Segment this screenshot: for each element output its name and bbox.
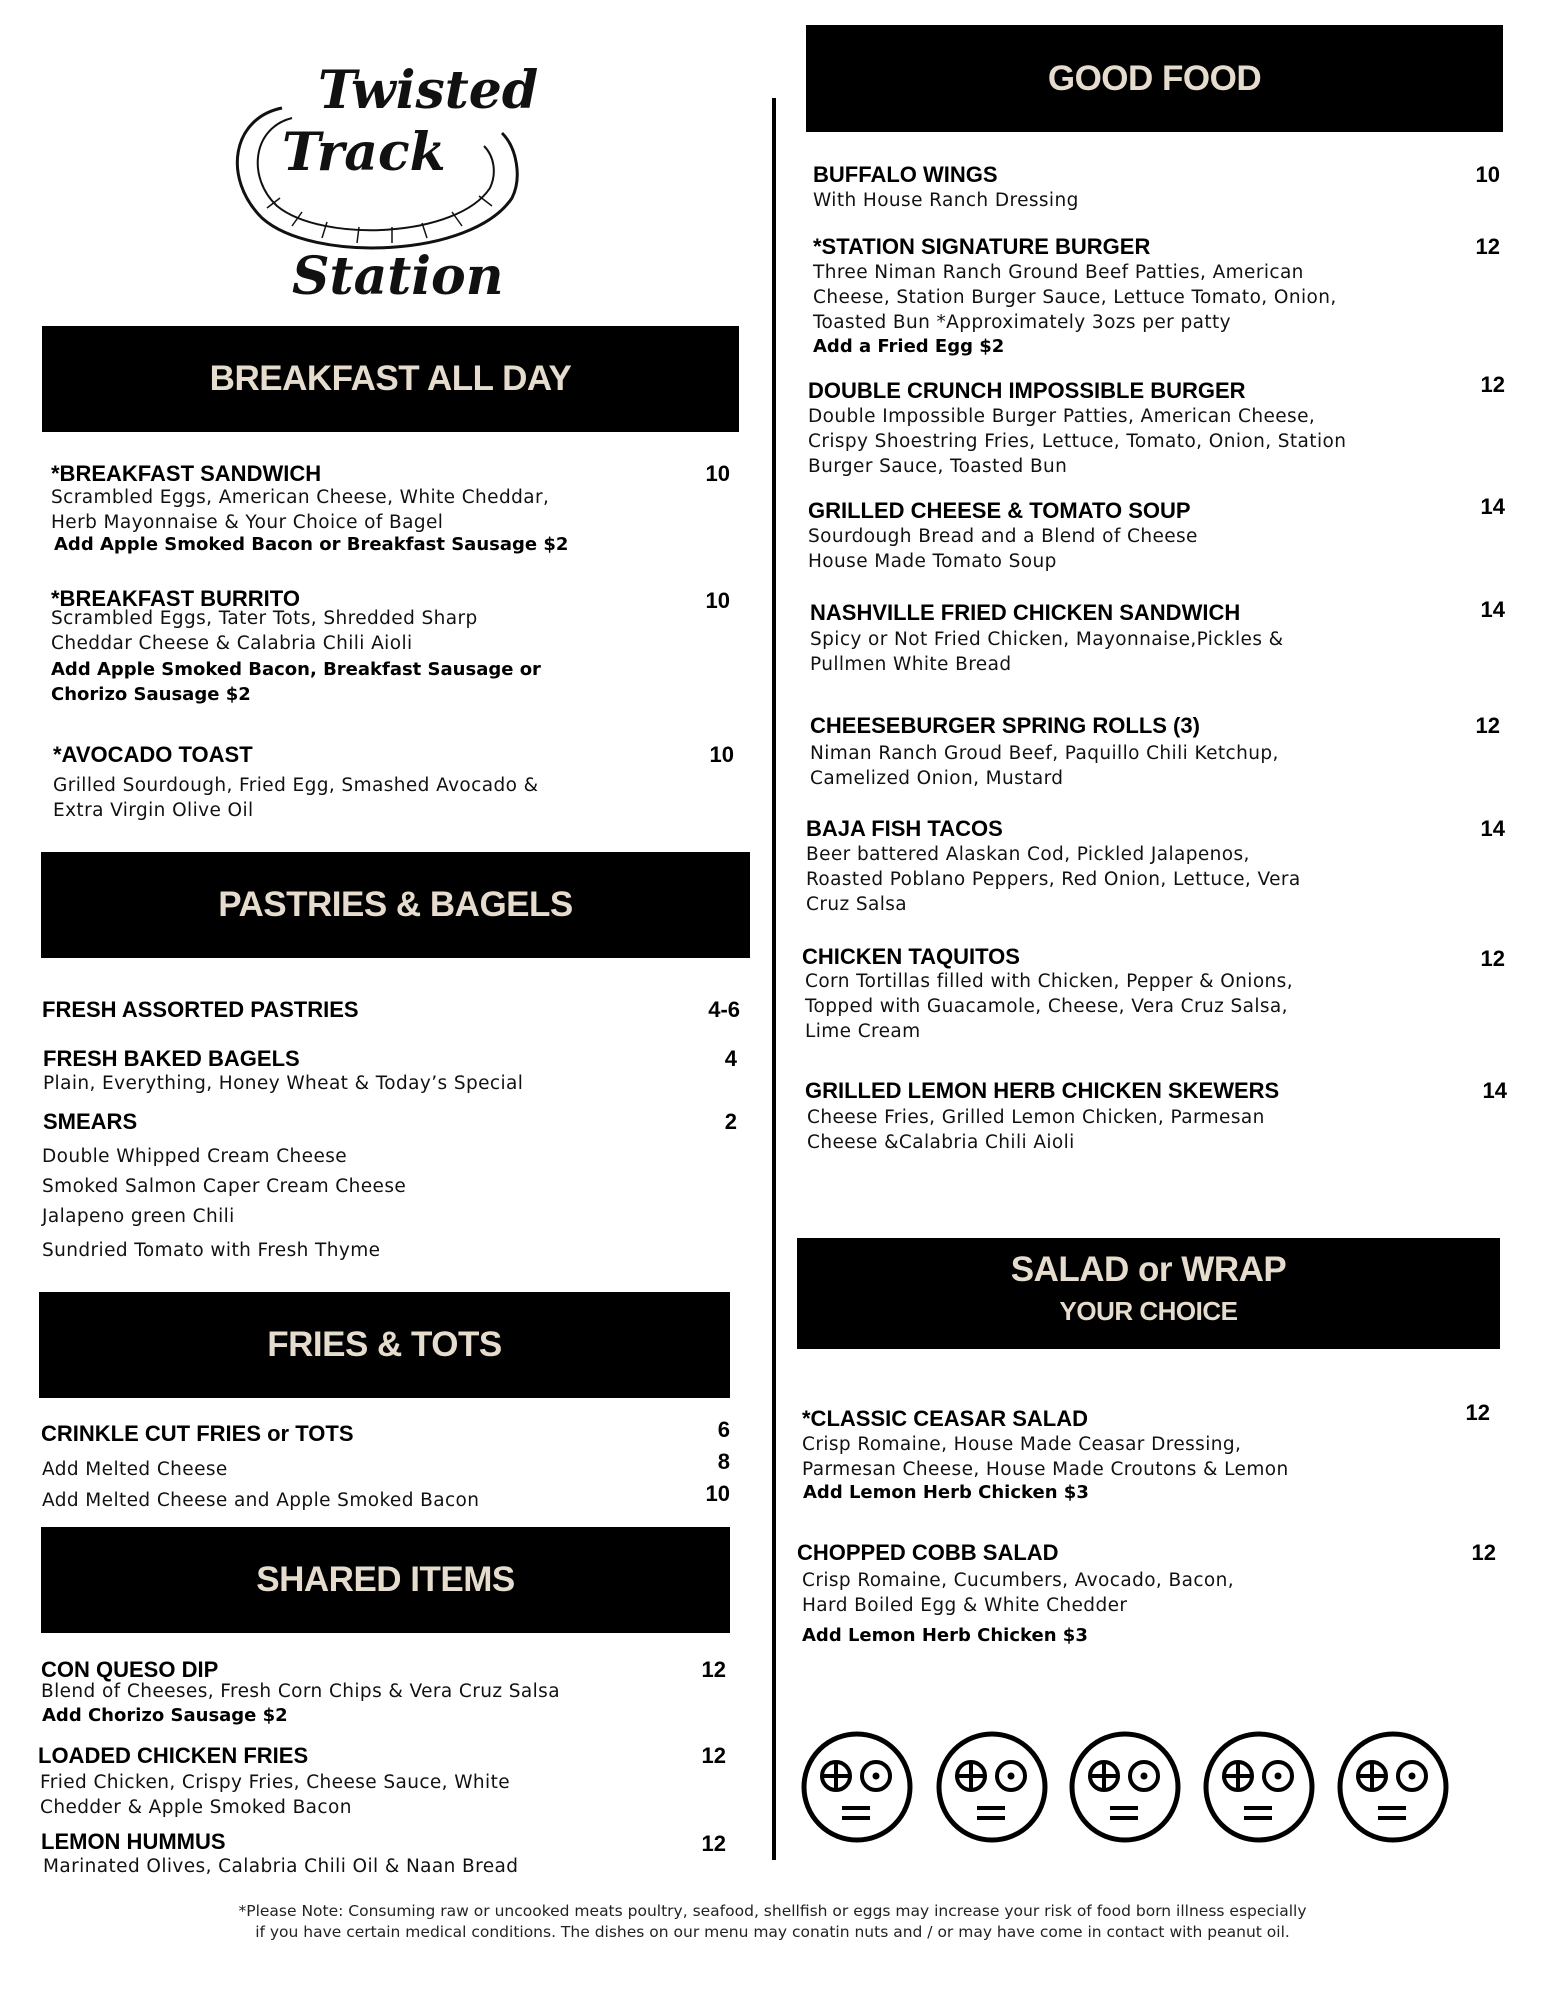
dietary-badge-icon <box>935 1730 1049 1844</box>
salad-subtitle: YOUR CHOICE <box>1059 1296 1238 1326</box>
item-price: 14 <box>1480 494 1505 519</box>
desc-line: Beer battered Alaskan Cod, Pickled Jalapenos, <box>806 844 1250 865</box>
item-desc <box>805 969 1293 1044</box>
note-line: if you have certain medical conditions. The dishes on our menu may conatin nuts and / or may have come in contact with peanut oil. <box>255 1923 1290 1941</box>
desc-line: Cruz Salsa <box>806 894 908 915</box>
note-line: *Please Note: Consuming raw or uncooked meats poultry, seafood, shellfish or eggs may increase your risk of food born illness especially <box>238 1902 1307 1920</box>
item-desc <box>53 773 538 823</box>
item-name: FRESH BAKED BAGELS <box>43 1046 300 1071</box>
smear-options <box>42 1142 406 1266</box>
goodfood-title: GOOD FOOD <box>1047 59 1262 98</box>
item-desc: Marinated Olives, Calabria Chili Oil & Naan Bread <box>43 1856 519 1877</box>
item-name: *CLASSIC CEASAR SALAD <box>802 1406 1089 1431</box>
fries-option: Add Melted Cheese and Apple Smoked Bacon <box>42 1490 480 1511</box>
item-name: DOUBLE CRUNCH IMPOSSIBLE BURGER <box>808 378 1246 403</box>
item-price: 8 <box>717 1449 730 1474</box>
desc-line: Chedder & Apple Smoked Bacon <box>40 1797 352 1818</box>
addon-line: Chorizo Sausage $2 <box>51 684 251 705</box>
goodfood-banner <box>806 25 1503 132</box>
item-desc <box>51 485 549 535</box>
item-name: SMEARS <box>43 1109 138 1134</box>
item-price: 10 <box>705 588 730 613</box>
item-addon: Add Chorizo Sausage $2 <box>42 1705 288 1726</box>
desc-line: Herb Mayonnaise & Your Choice of Bagel <box>51 512 444 533</box>
desc-line: Fried Chicken, Crispy Fries, Cheese Sauce, White <box>40 1772 511 1793</box>
item-price: 12 <box>701 1743 726 1768</box>
desc-line: Parmesan Cheese, House Made Croutons & Lemon <box>802 1459 1289 1480</box>
item-desc <box>808 524 1198 574</box>
fries-options <box>42 1454 479 1516</box>
smear-option: Double Whipped Cream Cheese <box>42 1146 348 1167</box>
item-name: GRILLED CHEESE & TOMATO SOUP <box>808 498 1191 523</box>
item-price: 14 <box>1480 597 1505 622</box>
item-name: FRESH ASSORTED PASTRIES <box>42 997 359 1022</box>
smear-option: Sundried Tomato with Fresh Thyme <box>42 1240 381 1261</box>
item-name: BUFFALO WINGS <box>813 162 998 187</box>
fries-prices <box>690 1414 730 1510</box>
logo-line2: Track <box>282 122 446 183</box>
item-price: 2 <box>724 1109 737 1134</box>
item-desc <box>808 404 1346 479</box>
desc-line: Grilled Sourdough, Fried Egg, Smashed Avocado & <box>53 775 539 796</box>
desc-line: Cheddar Cheese & Calabria Chili Aioli <box>51 633 413 654</box>
breakfast-title: BREAKFAST ALL DAY <box>209 359 572 398</box>
smear-option: Jalapeno green Chili <box>42 1206 235 1227</box>
item-price: 12 <box>1480 946 1505 971</box>
desc-line: Crisp Romaine, Cucumbers, Avocado, Bacon, <box>802 1570 1235 1591</box>
item-price: 12 <box>1480 372 1505 397</box>
item-desc <box>813 260 1337 335</box>
item-desc <box>810 741 1279 791</box>
item-name: *BREAKFAST SANDWICH <box>51 461 322 486</box>
item-name: NASHVILLE FRIED CHICKEN SANDWICH <box>810 600 1241 625</box>
logo-line3: Station <box>292 246 504 307</box>
item-name: CHICKEN TAQUITOS <box>802 944 1020 969</box>
item-desc <box>813 188 1079 213</box>
pastries-title: PASTRIES & BAGELS <box>218 885 573 924</box>
desc-line: Pullmen White Bread <box>810 654 1012 675</box>
addon-line: Add Apple Smoked Bacon, Breakfast Sausage or <box>51 659 541 680</box>
item-name: *BREAKFAST BURRITO <box>51 586 300 611</box>
salad-banner <box>797 1238 1500 1349</box>
item-addon <box>51 657 541 707</box>
item-desc <box>810 627 1283 677</box>
column-divider <box>772 98 776 1860</box>
item-price: 12 <box>1471 1540 1496 1565</box>
shared-title: SHARED ITEMS <box>256 1560 515 1599</box>
desc-line: Burger Sauce, Toasted Bun <box>808 456 1068 477</box>
desc-line: Scrambled Eggs, American Cheese, White Cheddar, <box>51 487 550 508</box>
breakfast-banner <box>42 326 739 432</box>
item-price: 12 <box>701 1657 726 1682</box>
shared-banner <box>41 1527 730 1633</box>
dietary-badge-icon <box>1068 1730 1182 1844</box>
item-addon: Add a Fried Egg $2 <box>813 336 1005 357</box>
item-price: 14 <box>1480 816 1505 841</box>
smear-option: Smoked Salmon Caper Cream Cheese <box>42 1176 407 1197</box>
item-desc <box>51 606 478 656</box>
dietary-badge-icon <box>1336 1730 1450 1844</box>
fries-banner <box>39 1292 730 1398</box>
allergy-note <box>140 1901 1405 1943</box>
item-desc: Plain, Everything, Honey Wheat & Today’s Special <box>43 1073 524 1094</box>
item-name: LEMON HUMMUS <box>41 1829 226 1854</box>
desc-line: Cheese, Station Burger Sauce, Lettuce Tomato, Onion, <box>813 287 1337 308</box>
item-price: 6 <box>717 1417 730 1442</box>
desc-line: Topped with Guacamole, Cheese, Vera Cruz Salsa, <box>805 996 1288 1017</box>
item-name: *AVOCADO TOAST <box>53 742 253 767</box>
desc-line: Sourdough Bread and a Blend of Cheese <box>808 526 1198 547</box>
desc-line: Extra Virgin Olive Oil <box>53 800 254 821</box>
item-desc <box>807 1105 1265 1155</box>
item-desc: Blend of Cheeses, Fresh Corn Chips & Vera Cruz Salsa <box>41 1681 560 1702</box>
item-name: BAJA FISH TACOS <box>806 816 1003 841</box>
desc-line: Spicy or Not Fried Chicken, Mayonnaise,Pickles & <box>810 629 1284 650</box>
salad-title: SALAD or WRAP <box>1010 1250 1287 1289</box>
dietary-badge-icon <box>1202 1730 1316 1844</box>
desc-line: Crispy Shoestring Fries, Lettuce, Tomato, Onion, Station <box>808 431 1347 452</box>
desc-line: Double Impossible Burger Patties, American Cheese, <box>808 406 1316 427</box>
logo-line1: Twisted <box>318 60 539 121</box>
desc-line: Cheese Fries, Grilled Lemon Chicken, Parmesan <box>807 1107 1265 1128</box>
item-price: 14 <box>1482 1078 1507 1103</box>
item-name: *STATION SIGNATURE BURGER <box>813 234 1151 259</box>
desc-line: Niman Ranch Groud Beef, Paquillo Chili Ketchup, <box>810 743 1279 764</box>
desc-line: Camelized Onion, Mustard <box>810 768 1064 789</box>
desc-line: Crisp Romaine, House Made Ceasar Dressing, <box>802 1434 1242 1455</box>
fries-title: FRIES & TOTS <box>267 1325 502 1364</box>
desc-line: Toasted Bun *Approximately 3ozs per patty <box>813 312 1231 333</box>
item-price: 12 <box>1475 713 1500 738</box>
item-price: 10 <box>709 742 734 767</box>
item-name: CHOPPED COBB SALAD <box>797 1540 1059 1565</box>
item-price: 12 <box>701 1831 726 1856</box>
item-name: GRILLED LEMON HERB CHICKEN SKEWERS <box>805 1078 1280 1103</box>
desc-line: Hard Boiled Egg & White Chedder <box>802 1595 1128 1616</box>
desc-line: With House Ranch Dressing <box>813 190 1079 211</box>
item-name: CRINKLE CUT FRIES or TOTS <box>41 1421 354 1446</box>
item-price: 4-6 <box>708 997 740 1022</box>
item-desc <box>40 1770 510 1820</box>
item-price: 12 <box>1475 234 1500 259</box>
item-name: CHEESEBURGER SPRING ROLLS (3) <box>810 713 1200 738</box>
item-desc <box>802 1432 1289 1482</box>
desc-line: Three Niman Ranch Ground Beef Patties, American <box>813 262 1304 283</box>
item-name: CON QUESO DIP <box>41 1657 219 1682</box>
item-price: 10 <box>705 1481 730 1506</box>
pastries-banner <box>41 852 750 958</box>
item-addon: Add Apple Smoked Bacon or Breakfast Sausage $2 <box>54 534 569 555</box>
item-addon: Add Lemon Herb Chicken $3 <box>803 1482 1089 1503</box>
desc-line: House Made Tomato Soup <box>808 551 1057 572</box>
desc-line: Scrambled Eggs, Tater Tots, Shredded Sharp <box>51 608 478 629</box>
desc-line: Cheese &Calabria Chili Aioli <box>807 1132 1075 1153</box>
fries-option: Add Melted Cheese <box>42 1459 228 1480</box>
item-name: LOADED CHICKEN FRIES <box>38 1743 309 1768</box>
item-addon: Add Lemon Herb Chicken $3 <box>802 1625 1088 1646</box>
desc-line: Corn Tortillas filled with Chicken, Pepper & Onions, <box>805 971 1294 992</box>
item-price: 4 <box>724 1046 737 1071</box>
desc-line: Lime Cream <box>805 1021 921 1042</box>
desc-line: Roasted Poblano Peppers, Red Onion, Lettuce, Vera <box>806 869 1301 890</box>
item-price: 12 <box>1465 1400 1490 1425</box>
item-desc <box>806 842 1301 917</box>
item-price: 10 <box>705 461 730 486</box>
item-price: 10 <box>1475 162 1500 187</box>
item-desc <box>802 1568 1234 1618</box>
dietary-badge-icon <box>800 1730 914 1844</box>
